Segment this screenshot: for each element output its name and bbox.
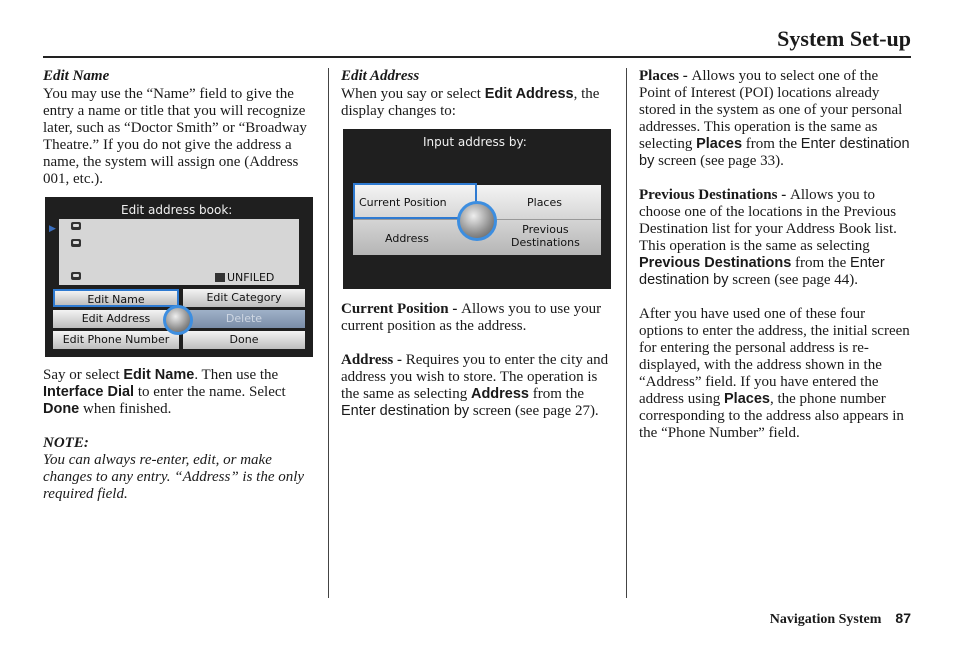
phone-field-icon — [71, 272, 81, 280]
column-divider — [328, 68, 329, 598]
previous-destinations-description: Previous Destinations - Allows you to choose one of the locations in the Previous Destination list for your Address Book list. This operation is the same as selecting Previous Destinations from the Enter destination by screen (see page 44). — [639, 187, 897, 288]
current-position-option[interactable]: Current Position — [359, 196, 447, 209]
category-icon — [215, 273, 225, 282]
delete-button[interactable]: Delete — [183, 310, 305, 328]
title-rule — [43, 56, 911, 58]
selector-arrow-icon: ▶ — [49, 224, 56, 234]
edit-name-instructions: Say or select Edit Name. Then use the Interface Dial to enter the name. Select Done when finished. — [43, 367, 286, 417]
page-number: 87 — [895, 610, 911, 626]
edit-name-button[interactable]: Edit Name — [53, 289, 179, 307]
column-right — [639, 68, 911, 442]
interface-dial-icon[interactable] — [163, 305, 193, 335]
address-description: Address - Requires you to enter the city and address you wish to store. The operation is the same as selecting Address from the Enter destination by screen (see page 27). — [341, 352, 609, 419]
input-address-by-screen — [343, 129, 611, 289]
column-left — [43, 68, 315, 503]
screen-title: Input address by: — [423, 135, 527, 149]
places-option[interactable]: Places — [527, 196, 562, 209]
section-heading-edit-address: Edit Address — [341, 68, 420, 84]
address-field-icon — [71, 239, 81, 247]
edit-address-button[interactable]: Edit Address — [53, 310, 179, 328]
column-middle — [341, 68, 613, 420]
interface-dial-icon[interactable] — [457, 201, 497, 241]
edit-name-paragraph: You may use the “Name” field to give the entry a name or title that you will recognize later, such as “Doctor Smith” or “Broadway Theatre.” If you do not give the address a name, the system will assign one (Address 001, etc.). — [43, 86, 307, 187]
page-title: System Set-up — [777, 26, 911, 51]
edit-category-button[interactable]: Edit Category — [183, 289, 305, 307]
edit-address-intro: When you say or select Edit Address, the display changes to: — [341, 86, 600, 119]
done-button[interactable]: Done — [183, 331, 305, 349]
screen-title: Edit address book: — [121, 203, 233, 217]
note-body: You can always re-enter, edit, or make changes to any entry. “Address” is the only required field. — [43, 452, 305, 502]
column-divider — [626, 68, 627, 598]
name-field-icon — [71, 222, 81, 230]
previous-destinations-option[interactable]: Previous Destinations — [511, 223, 580, 249]
note-title: NOTE: — [43, 435, 89, 451]
address-option[interactable]: Address — [385, 232, 429, 245]
page-footer — [770, 610, 911, 628]
edit-phone-number-button[interactable]: Edit Phone Number — [53, 331, 179, 349]
category-label: UNFILED — [215, 269, 274, 286]
current-position-description: Current Position - Allows you to use your current position as the address. — [341, 301, 602, 334]
places-description: Places - Allows you to select one of the Point of Interest (POI) locations already stored in the system as one of your personal addresses. This operation is the same as selecting Places from the Enter destination by screen (see page 33). — [639, 68, 910, 169]
edit-address-book-screen — [45, 197, 313, 357]
section-heading-edit-name: Edit Name — [43, 68, 110, 84]
after-options-paragraph: After you have used one of these four options to enter the address, the initial screen for entering the personal address is re-displayed, with the address shown in the “Address” field. If you have entered the address using Places, the phone number corresponding to the address also appears in the “Phone Number” field. — [639, 306, 910, 441]
footer-label: Navigation System — [769, 612, 882, 627]
